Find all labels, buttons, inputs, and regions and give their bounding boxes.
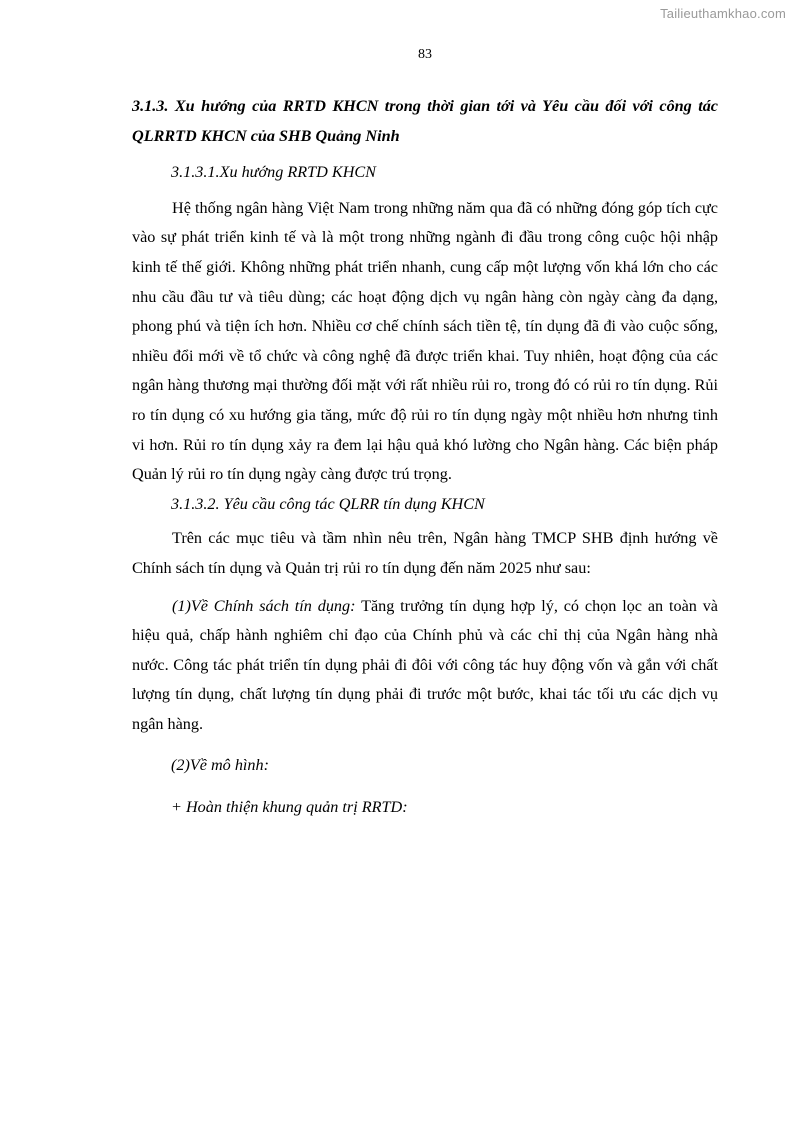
list-item-2: (2)Về mô hình: bbox=[171, 756, 269, 775]
paragraph-2: Trên các mục tiêu và tầm nhìn nêu trên, Ngân hàng TMCP SHB định hướng về Chính sách tín dụng và Quản trị rủi ro tín dụng đến năm 2025 như sau: bbox=[132, 529, 718, 577]
paragraph-3 bbox=[132, 592, 718, 740]
paragraph-1: Hệ thống ngân hàng Việt Nam trong những năm qua đã có những đóng góp tích cực vào sự phát triển kinh tế và là một trong những ngành đi đầu trong công cuộc hội nhập kinh tế thế giới. Không những phát triển nhanh, cung cấp một lượng vốn khá lớn cho các nhu cầu đầu tư và tiêu dùng; các hoạt động dịch vụ ngân hàng còn ngày càng đa dạng, phong phú và tiện ích hơn. Nhiều cơ chế chính sách tiền tệ, tín dụng đã đi vào cuộc sống, nhiều đổi mới về tổ chức và công nghệ đã được triển khai. Tuy nhiên, hoạt động của các ngân hàng thương mại thường đối mặt với rất nhiều rủi ro, trong đó có rủi ro tín dụng. Rủi ro tín dụng có xu hướng gia tăng, mức độ rủi ro tín dụng ngày một nhiều hơn nhưng tinh vi hơn. Rủi ro tín dụng xảy ra đem lại hậu quả khó lường cho Ngân hàng. Các biện pháp Quản lý rủi ro tín dụng ngày càng được trú trọng. bbox=[132, 198, 718, 484]
subsection-heading-2: 3.1.3.2. Yêu cầu công tác QLRR tín dụng KHCN bbox=[171, 494, 485, 513]
paragraph-3-body: Tăng trưởng tín dụng hợp lý, có chọn lọc an toàn và hiệu quả, chấp hành nghiêm chỉ đạo của Chính phủ và các chỉ thị của Ngân hàng nhà nước. Công tác phát triển tín dụng phải đi đôi với công tác huy động vốn và gắn với chất lượng tín dụng, chất lượng tín dụng phải đi trước một bước, khai tác tối ưu các dịch vụ ngân hàng. bbox=[132, 596, 718, 733]
list-item-2-sub: + Hoàn thiện khung quản trị RRTD: bbox=[171, 798, 408, 817]
subsection-heading-1: 3.1.3.1.Xu hướng RRTD KHCN bbox=[171, 163, 376, 182]
section-title: 3.1.3. Xu hướng của RRTD KHCN trong thời gian tới và Yêu cầu đối với công tác QLRRTD KHCN của SHB Quảng Ninh bbox=[132, 97, 718, 145]
watermark: Tailieuthamkhao.com bbox=[660, 6, 786, 21]
paragraph-3-lead: (1)Về Chính sách tín dụng: bbox=[172, 596, 356, 615]
page-number: 83 bbox=[418, 47, 432, 62]
document-body bbox=[132, 92, 718, 823]
